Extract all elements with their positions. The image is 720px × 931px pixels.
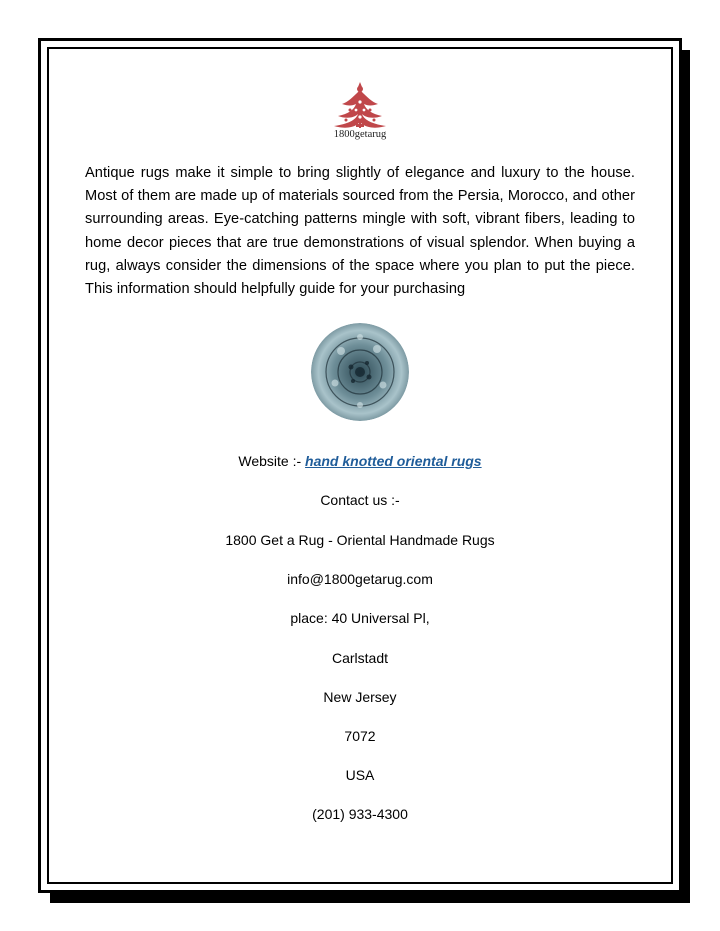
phone-number: (201) 933-4300 <box>312 806 408 822</box>
email-text: info@1800getarug.com <box>287 571 433 587</box>
contact-label: Contact us :- <box>320 492 400 508</box>
website-label: Website :- <box>238 453 306 469</box>
address-zip: 7072 <box>344 728 376 744</box>
body-paragraph: Antique rugs make it simple to bring slightly of elegance and luxury to the house. Most of them are made up of materials sourced from the Persia, Morocco, and other surrounding areas. Eye-catching patterns mingle with soft, vibrant fibers, leading to home decor pieces that are true demonstrations of visual splendor. When buying a rug, always consider the dimensions of the space where you plan to put the piece. This information should helpfully guide for your purchasing <box>85 165 635 298</box>
logo-wordmark: 1800getarug <box>333 129 387 140</box>
address-place: place: 40 Universal Pl, <box>290 610 430 626</box>
address-city: Carlstadt <box>331 650 389 666</box>
round-rug-photo <box>311 323 409 421</box>
website-line <box>60 453 660 469</box>
company-name: 1800 Get a Rug - Oriental Handmade Rugs <box>225 532 495 548</box>
website-link[interactable]: hand knotted oriental rugs <box>305 453 482 469</box>
address-country: USA <box>345 767 375 783</box>
address-state: New Jersey <box>323 689 397 705</box>
